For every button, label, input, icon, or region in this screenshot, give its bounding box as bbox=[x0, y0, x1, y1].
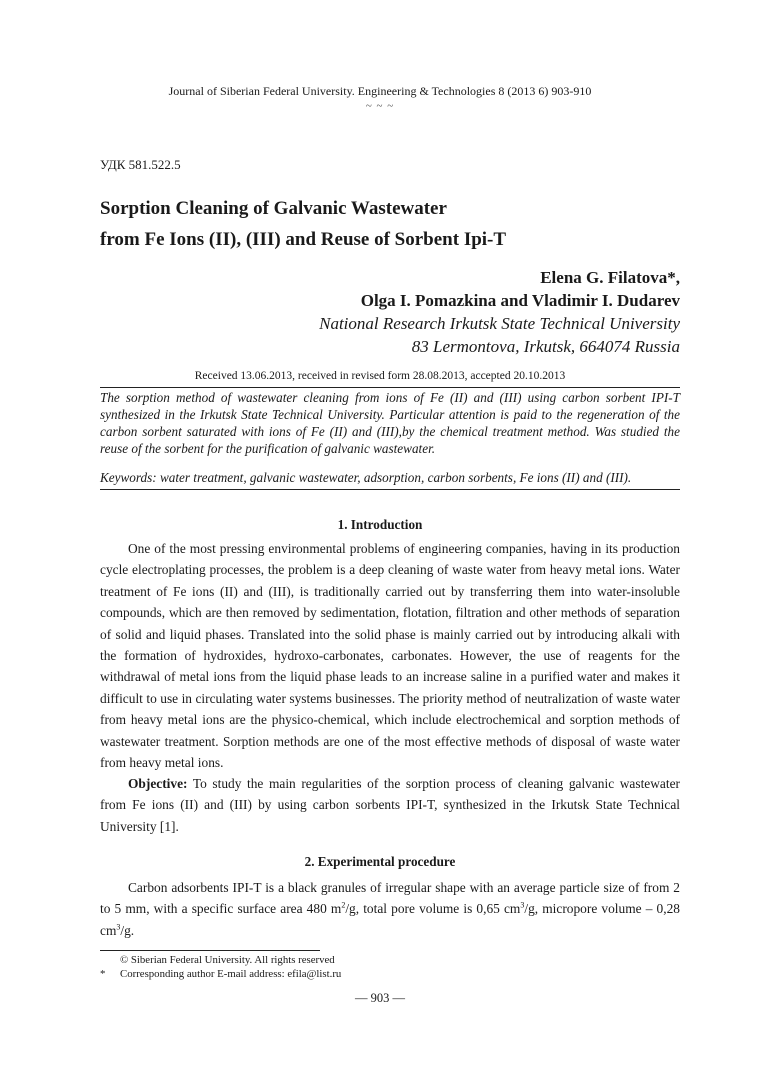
author-line-2: Olga I. Pomazkina and Vladimir I. Dudarev bbox=[360, 291, 680, 310]
objective-text: To study the main regularities of the sorption process of cleaning galvanic wastewater from Fe ions (II) and (III) by using carbon sorbents IPI-T, synthesized in the Irkutsk State Technical University [1]. bbox=[100, 776, 680, 834]
author-line-1: Elena G. Filatova*, bbox=[540, 268, 680, 287]
copyright-text: © Siberian Federal University. All rights reserved bbox=[120, 954, 335, 966]
received-dates: Received 13.06.2013, received in revised form 28.08.2013, accepted 20.10.2013 bbox=[194, 370, 566, 382]
section-heading-experimental: 2. Experimental procedure bbox=[304, 854, 456, 869]
exp-text-d: /g. bbox=[120, 922, 135, 938]
footnote-star: * bbox=[100, 968, 106, 980]
intro-paragraph: One of the most pressing environmental problems of engineering companies, having in its production cycle electroplating processes, the problem is a deep cleaning of waste water from heavy metal ions. Water treatment of Fe ions (II) and (III), is traditionally carried out by transferring them into water-insoluble compounds, which are then removed by sedimentation, flotation, filtration and other methods of separation of solid and liquid phases. Translated into the solid phase is mainly carried out by introducing alkali with the formation of hydroxides, hydroxo-carbonates, carbonates. However, the use of reagents for the withdrawal of metal ions from the liquid phase leads to an increase saline in a purified water and makes it difficult to use in circulating water systems businesses. The priority method of neutralization of waste water from heavy metal ions are the physico-chemical, which include electrochemical and sorption methods of wastewater treatment. Sorption methods are one of the most effective methods of disposal of waste water from heavy metal ions. bbox=[100, 541, 680, 771]
copyright-footnote bbox=[100, 953, 335, 967]
keywords: Keywords: water treatment, galvanic wastewater, adsorption, carbon sorbents, Fe ions (II) and (III). bbox=[100, 470, 632, 485]
exp-sup-1: 2 bbox=[341, 900, 346, 910]
exp-text-b: /g, total pore volume is 0,65 cm bbox=[345, 901, 521, 917]
author-block bbox=[180, 266, 680, 358]
header-ornament: ~ ~ ~ bbox=[365, 100, 395, 112]
udk-code: УДК 581.522.5 bbox=[100, 157, 181, 172]
experimental-paragraph bbox=[100, 877, 680, 941]
exp-sup-3: 3 bbox=[116, 922, 121, 932]
section-heading-introduction: 1. Introduction bbox=[337, 517, 423, 532]
abstract-bottom-rule bbox=[100, 489, 680, 490]
abstract-top-rule bbox=[100, 387, 680, 388]
objective-label: Objective: bbox=[128, 776, 188, 791]
paper-title bbox=[100, 193, 680, 255]
objective-paragraph bbox=[100, 773, 680, 837]
exp-text-a: Carbon adsorbents IPI-T is a black granules of irregular shape with an average particle size of from 2 to 5 mm, with a specific surface area 480 m bbox=[100, 880, 680, 917]
exp-text-c: /g, micropore volume – 0,28 cm bbox=[100, 901, 680, 938]
page-number: — 903 — bbox=[355, 991, 405, 1005]
corresponding-text: Corresponding author E-mail address: efila@list.ru bbox=[120, 968, 342, 980]
abstract: The sorption method of wastewater cleaning from ions of Fe (II) and (III) using carbon sorbent IPI-T synthesized in the Irkutsk State Technical University. Particular attention is paid to the regeneration of the carbon sorbent saturated with ions of Fe (II) and (III),by the chemical treatment method. Was studied the reuse of the sorbent for the purification of galvanic wastewater. bbox=[100, 390, 680, 456]
exp-sup-2: 3 bbox=[520, 900, 525, 910]
journal-header: Journal of Siberian Federal University. Engineering & Technologies 8 (2013 6) 903-910 bbox=[168, 84, 592, 98]
corresponding-footnote bbox=[100, 967, 341, 981]
title-line-2: from Fe Ions (II), (III) and Reuse of Sorbent Ipi-T bbox=[100, 229, 507, 250]
affiliation: National Research Irkutsk State Technical University bbox=[319, 314, 680, 333]
footnote-rule bbox=[100, 950, 320, 951]
title-line-1: Sorption Cleaning of Galvanic Wastewater bbox=[100, 198, 447, 219]
address: 83 Lermontova, Irkutsk, 664074 Russia bbox=[411, 337, 680, 356]
